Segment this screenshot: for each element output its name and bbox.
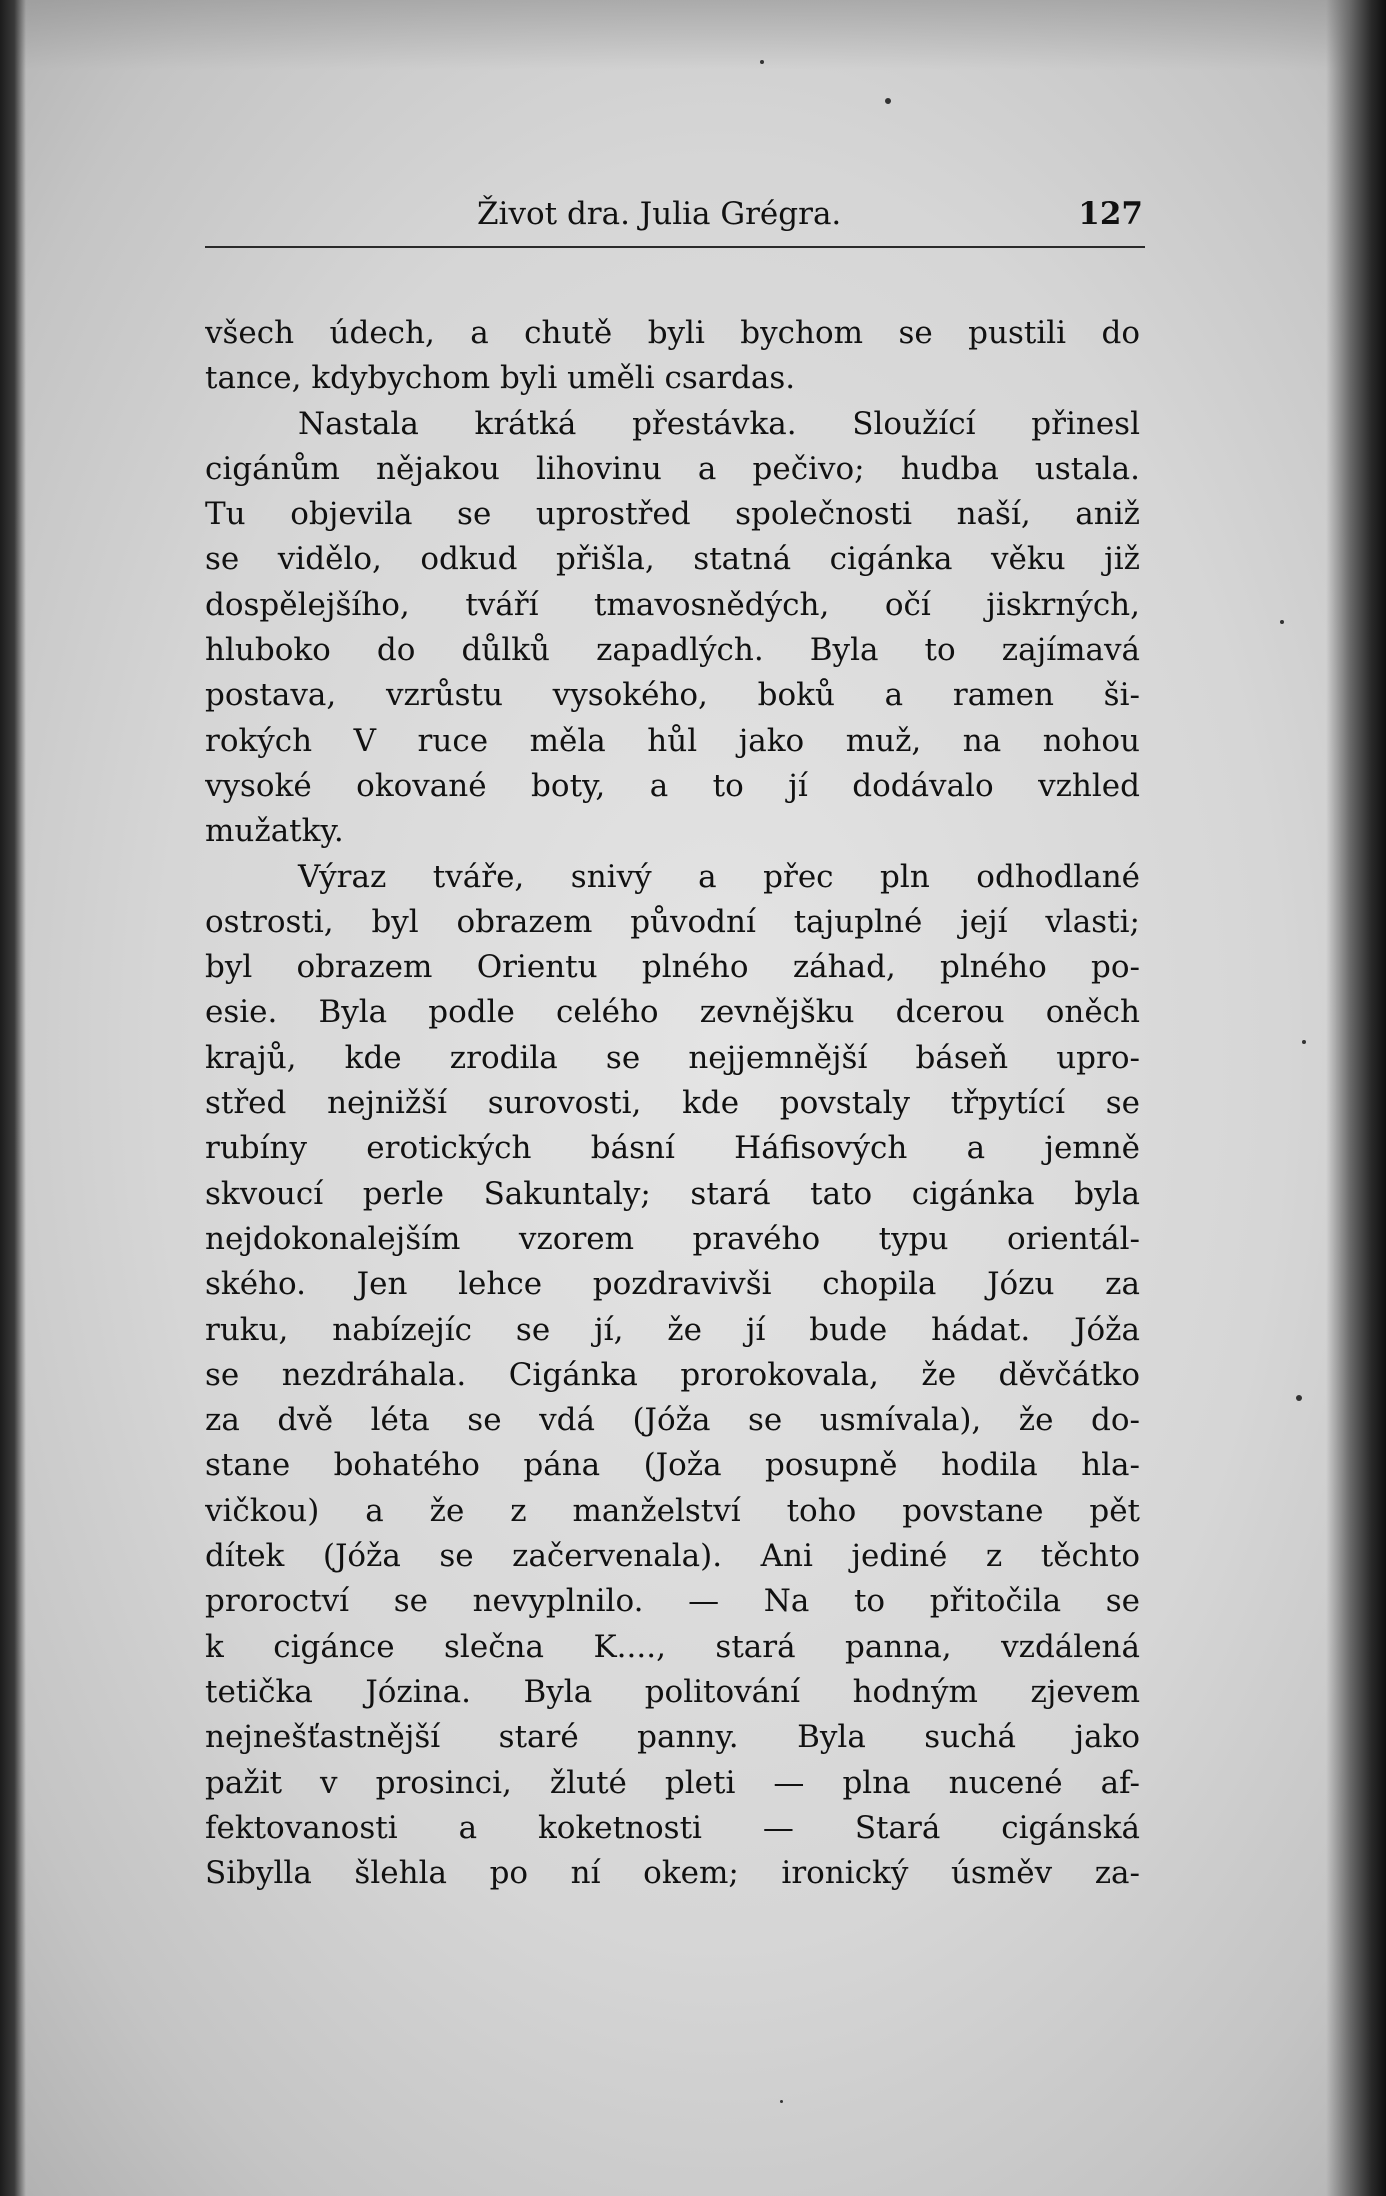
text-line: skvoucí perle Sakuntaly; stará tato cigánka byla <box>205 1175 1140 1212</box>
text-line: Tu objevila se uprostřed společnosti naší, aniž <box>205 496 1140 533</box>
text-line: tance, kdybychom byli uměli csardas. <box>205 360 796 397</box>
text-line: ostrosti, byl obrazem původní tajuplné její vlasti; <box>205 903 1140 940</box>
header-rule <box>205 246 1145 248</box>
text-line: ského. Jen lehce pozdravivši chopila Józu za <box>205 1266 1140 1303</box>
text-line: proroctví se nevyplnilo. — Na to přitočila se <box>205 1583 1140 1620</box>
text-line: nejdokonalejším vzorem pravého typu orientál- <box>205 1220 1140 1257</box>
text-line: esie. Byla podle celého zevnějšku dcerou oněch <box>205 994 1140 1031</box>
dust-speck <box>780 2100 783 2103</box>
text-line: Nastala krátká přestávka. Sloužící přinesl <box>298 405 1140 442</box>
dust-speck <box>1302 1040 1306 1044</box>
text-line: byl obrazem Orientu plného záhad, plného po- <box>205 949 1140 986</box>
text-line: ruku, nabízejíc se jí, že jí bude hádat. Jóža <box>205 1311 1140 1348</box>
text-line: postava, vzrůstu vysokého, boků a ramen ši- <box>205 677 1140 714</box>
text-line: Sibylla šlehla po ní okem; ironický úsměv za- <box>205 1855 1140 1892</box>
text-line: se vidělo, odkud přišla, statná cigánka věku již <box>205 541 1140 578</box>
text-line: tetička Józina. Byla politování hodným zjevem <box>205 1673 1140 1710</box>
text-line: rokých V ruce měla hůl jako muž, na nohou <box>205 722 1140 759</box>
dust-speck <box>1296 1395 1302 1401</box>
running-head-title: Život dra. Julia Grégra. <box>477 196 842 232</box>
text-line: vysoké okované boty, a to jí dodávalo vzhled <box>205 767 1140 804</box>
text-line: fektovanosti a koketnosti — Stará cigánská <box>205 1809 1140 1846</box>
text-line: hluboko do důlků zapadlých. Byla to zajímavá <box>205 632 1140 669</box>
text-line: vičkou) a že z manželství toho povstane pět <box>205 1492 1140 1529</box>
dust-speck <box>885 98 891 104</box>
text-line: cigánům nějakou lihovinu a pečivo; hudba ustala. <box>205 450 1140 487</box>
text-line: mužatky. <box>205 813 344 850</box>
running-head <box>205 196 1145 246</box>
dust-speck <box>760 60 764 64</box>
text-line: se nezdráhala. Cigánka prorokovala, že děvčátko <box>205 1356 1140 1393</box>
page-right-edge <box>1326 0 1386 2196</box>
text-line: střed nejnižší surovosti, kde povstaly třpytící se <box>205 1085 1140 1122</box>
text-line: za dvě léta se vdá (Jóža se usmívala), že do- <box>205 1402 1140 1439</box>
text-line: krajů, kde zrodila se nejjemnější báseň upro- <box>205 1039 1140 1076</box>
page-number: 127 <box>1078 196 1143 232</box>
text-line: dítek (Jóža se začervenala). Ani jediné z těchto <box>205 1538 1140 1575</box>
body-text <box>205 311 1140 1896</box>
text-line: rubíny erotických básní Háfisových a jemně <box>205 1130 1140 1167</box>
dust-speck <box>1280 620 1284 624</box>
text-line: všech údech, a chutě byli bychom se pustili do <box>205 315 1140 351</box>
text-line: k cigánce slečna K...., stará panna, vzdálená <box>205 1628 1140 1665</box>
page-left-edge <box>0 0 26 2196</box>
text-line: Výraz tváře, snivý a přec pln odhodlané <box>298 858 1140 895</box>
text-line: nejnešťastnější staré panny. Byla suchá jako <box>205 1719 1140 1756</box>
page-top-shadow <box>0 0 1386 70</box>
text-line: pažit v prosinci, žluté pleti — plna nucené af- <box>205 1764 1140 1801</box>
text-line: stane bohatého pána (Joža posupně hodila hla- <box>205 1447 1140 1484</box>
text-line: dospělejšího, tváří tmavosnědých, očí jiskrných, <box>205 586 1140 623</box>
